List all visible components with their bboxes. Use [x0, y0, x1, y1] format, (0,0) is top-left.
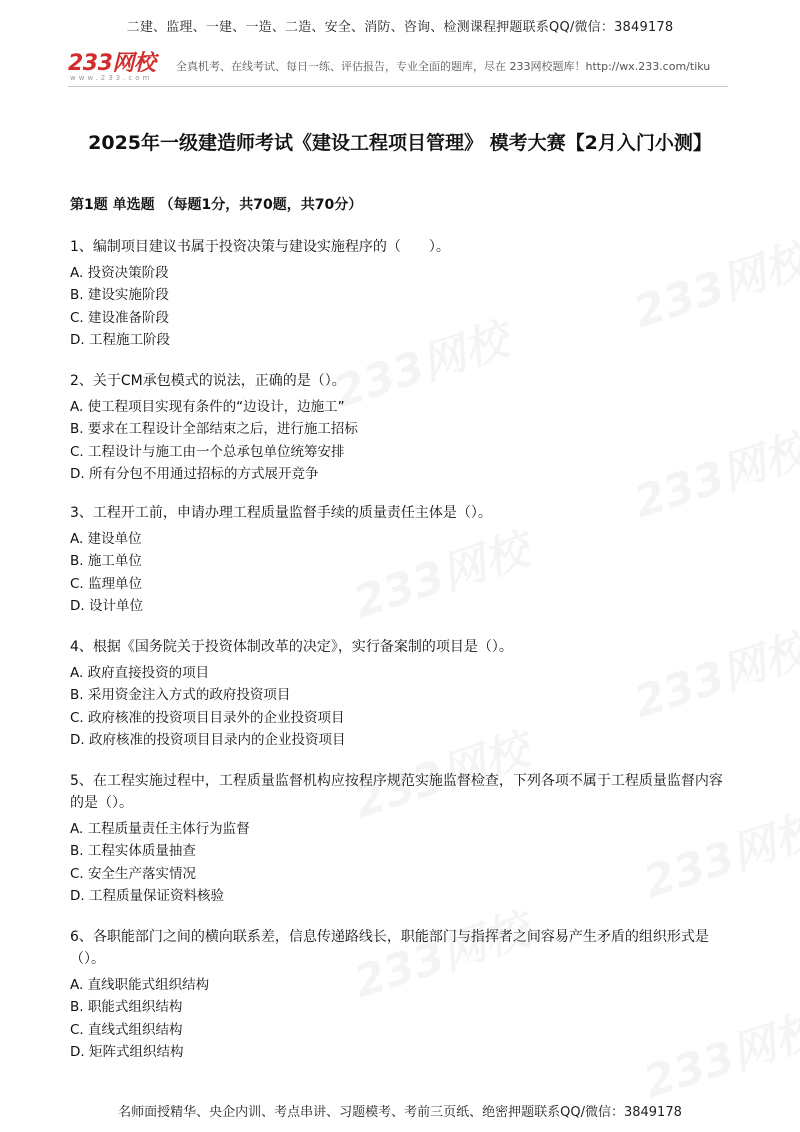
question-4 — [70, 636, 730, 751]
option-c: C. 建设准备阶段 — [70, 309, 170, 326]
option-d: D. 工程质量保证资料核验 — [70, 887, 224, 904]
option-d: D. 工程施工阶段 — [70, 331, 170, 348]
option-c: C. 安全生产落实情况 — [70, 865, 197, 882]
logo-subtext-decoration: www.233.com — [70, 74, 153, 82]
question-2 — [70, 370, 730, 485]
option-b: B. 要求在工程设计全部结束之后，进行施工招标 — [70, 421, 358, 438]
option-c: C. 监理单位 — [70, 575, 143, 592]
option-d: D. 设计单位 — [70, 597, 143, 614]
page-header — [68, 44, 728, 84]
site-logo[interactable]: 233网校 — [68, 51, 156, 76]
question-stem: 2、关于CM承包模式的说法，正确的是（）。 — [70, 373, 346, 389]
header-divider — [68, 86, 728, 87]
question-1 — [70, 236, 730, 351]
option-b: B. 施工单位 — [70, 553, 142, 570]
option-d: D. 所有分包不用通过招标的方式展开竞争 — [70, 465, 319, 482]
question-3 — [70, 502, 730, 617]
option-a: A. 建设单位 — [70, 531, 142, 547]
question-stem: 1、编制项目建议书属于投资决策与建设实施程序的（ ）。 — [70, 239, 450, 255]
question-stem: 4、根据《国务院关于投资体制改革的决定》，实行备案制的项目是（）。 — [70, 639, 513, 655]
header-tagline: 全真机考、在线考试、每日一练、评估报告，专业全面的题库，尽在 233网校题库！http://wx.233.com/tiku — [176, 60, 711, 73]
question-6 — [70, 926, 730, 1063]
option-d: D. 矩阵式组织结构 — [70, 1043, 184, 1060]
option-b: B. 职能式组织结构 — [70, 999, 183, 1016]
option-b: B. 建设实施阶段 — [70, 287, 169, 304]
option-a: A. 使工程项目实现有条件的“边设计，边施工” — [70, 399, 345, 415]
option-a: A. 直线职能式组织结构 — [70, 977, 210, 993]
question-stem: 3、工程开工前，申请办理工程质量监督手续的质量责任主体是（）。 — [70, 505, 492, 521]
question-stem: 6、各职能部门之间的横向联系差，信息传递路线长，职能部门与指挥者之间容易产生矛盾的组织形式是（）。 — [70, 929, 709, 967]
option-b: B. 工程实体质量抽查 — [70, 843, 196, 860]
option-c: C. 工程设计与施工由一个总承包单位统筹安排 — [70, 443, 345, 460]
option-b: B. 采用资金注入方式的政府投资项目 — [70, 687, 291, 704]
question-stem: 5、在工程实施过程中，工程质量监督机构应按程序规范实施监督检查，下列各项不属于工程质量监督内容的是（）。 — [70, 773, 723, 811]
question-5 — [70, 770, 730, 907]
section-heading: 第1题 单选题 （每题1分，共70题，共70分） — [70, 197, 363, 213]
top-contact-banner: 二建、监理、一建、一造、二造、安全、消防、咨询、检测课程押题联系QQ/微信：3849178 — [126, 20, 674, 35]
option-d: D. 政府核准的投资项目目录内的企业投资项目 — [70, 731, 346, 748]
document-title: 2025年一级建造师考试《建设工程项目管理》 模考大赛【2月入门小测】 — [88, 132, 712, 154]
option-a: A. 工程质量责任主体行为监督 — [70, 821, 250, 837]
option-c: C. 政府核准的投资项目目录外的企业投资项目 — [70, 709, 345, 726]
footer-contact-banner: 名师面授精华、央企内训、考点串讲、习题模考、考前三页纸、绝密押题联系QQ/微信：3849178 — [118, 1105, 682, 1120]
option-c: C. 直线式组织结构 — [70, 1021, 183, 1038]
option-a: A. 投资决策阶段 — [70, 265, 169, 281]
option-a: A. 政府直接投资的项目 — [70, 665, 210, 681]
